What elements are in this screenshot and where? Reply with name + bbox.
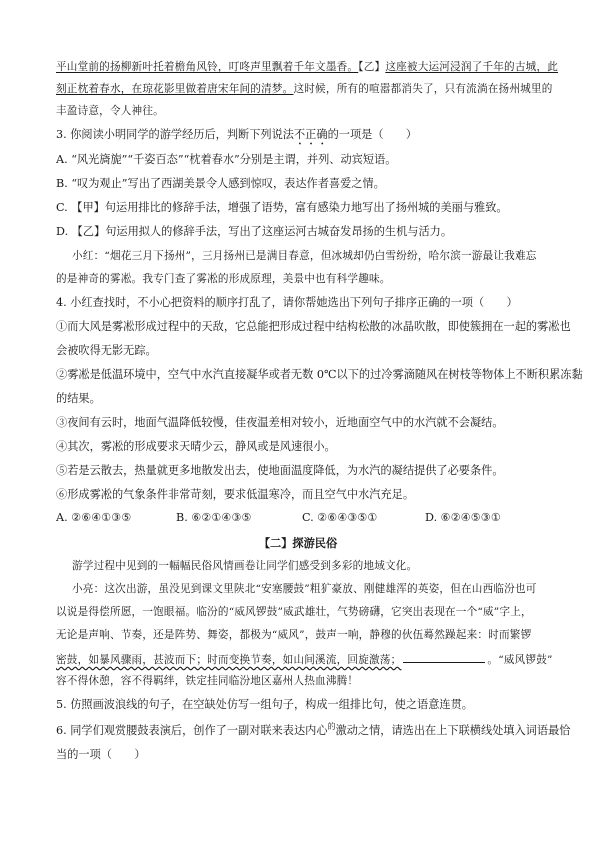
q4-sentence-4: ④其次，雾凇的形成要求天晴少云，静风或是风速很小。 bbox=[56, 440, 336, 453]
q4-option-d: D. ⑥②④⑤③① bbox=[425, 511, 501, 524]
passage-line-1 bbox=[56, 60, 558, 74]
q4-option-a: A. ②⑥④①③⑤ bbox=[56, 511, 132, 524]
passage-line-3: 丰盈诗意，令人神往。 bbox=[56, 105, 164, 117]
section-2-title: 【二】探游民俗 bbox=[258, 536, 338, 550]
passage-text: 平山堂前的扬柳新叶托着檐角风铃，叮咚声里飘着千年文墨香。 bbox=[56, 61, 359, 73]
question-4-stem: 4. 小红查找时，不小心把资料的顺序打乱了，请你帮她选出下列句子排序正确的一项（ ） bbox=[56, 296, 518, 309]
q3-option-d: D. 【乙】句运用拟人的修辞手法，写出了这座运河古城奋发昂扬的生机与活力。 bbox=[56, 225, 453, 238]
q4-sentence-5: ⑤若是云散去，热量就更多地散发出去，使地面温度降低，为水汽的凝结提供了必要条件。 bbox=[56, 464, 504, 477]
xiaoliang-line-2: 以说是得偿所愿，一饱眼福。临汾的“威风锣鼓”威武雄壮，气势磅礴，它突出表现在一个“威”字上， bbox=[56, 606, 532, 618]
xiaohong-line-1: 小红：“烟花三月下扬州”，三月扬州已是满目春意，但冰城却仍白雪纷纷，哈尔滨一游最让我难忘 bbox=[72, 250, 537, 262]
question-3-stem bbox=[56, 128, 417, 148]
wavy-underlined-sentence: 密鼓，如暴风骤雨，甚波而下；时而变换节奏，如山间溪流，回旋激荡； bbox=[56, 654, 402, 666]
xiaoliang-line-4 bbox=[56, 651, 553, 667]
question-6-line-1 bbox=[56, 724, 571, 739]
q4-option-b: B. ⑥②①④③⑤ bbox=[176, 511, 252, 524]
xiaoliang-line-3: 无论是声响、节奏，还是阵势、舞姿，都极为“威风”，鼓声一响，静穆的伙伍蓦然躁起来：时而繁锣 bbox=[56, 629, 532, 641]
stem-text: 3. 你阅读小明同学的游学经历后，判断下列说法 bbox=[56, 128, 294, 141]
q4-sentence-2a: ②雾凇是低温环境中，空气中水汽直接凝华或者无数 0℃以下的过冷雾滴随风在树枝等物体上不断积累冻黏 bbox=[56, 368, 583, 381]
xiaohong-line-2: 的是神奇的雾凇。我专门查了雾凇的形成原理，美景中也有科学趣味。 bbox=[56, 273, 391, 285]
xiaoliang-line-1: 小亮：这次出游，虽没见到课文里陕北“安塞腰鼓”粗犷豪放、刚健雄浑的英姿，但在山西临汾也可 bbox=[72, 583, 537, 595]
q4-sentence-3: ③夜间有云时，地面气温降低较慢，佳夜温差相对较小，近地面空气中的水汽就不会凝结。 bbox=[56, 416, 504, 429]
q4-sentence-6: ⑥形成雾凇的气象条件非常苛刻，要求低温寒冷，而且空气中水汽充足。 bbox=[56, 488, 415, 501]
question-6-line-2: 当的一项（ ） bbox=[56, 748, 146, 761]
q3-option-c: C. 【甲】句运用排比的修辞手法，增强了语势，富有感染力地写出了扬州城的美丽与雅致。 bbox=[56, 201, 508, 214]
section-2-intro: 游学过程中见到的一幅幅民俗风情画卷让同学们感受到多彩的地域文化。 bbox=[72, 560, 418, 572]
q4-sentence-1a: ①而大风是雾凇形成过程中的天敌，它总能把形成过程中结构松散的冰晶吹散，即使簇拥在一起的雾凇也 bbox=[56, 320, 571, 333]
fill-in-blank[interactable] bbox=[403, 651, 485, 663]
xiaoliang-line-5: 容不得休憩，容不得羁绊，铁定挂同临汾地区嘉州人热血沸腾！ bbox=[56, 675, 359, 687]
stray-superscript: 的 bbox=[327, 722, 336, 731]
passage-text: 这座被大运河浸润了千年的古城，此 bbox=[385, 61, 559, 73]
marker-yi: 【乙】 bbox=[358, 61, 386, 73]
passage-text: 这时候，所有的喧嚣都消失了，只有流淌在扬州城里的 bbox=[293, 83, 553, 95]
question-5: 5. 仿照画波浪线的句子，在空缺处仿写一组句子，构成一组排比句，使之语意连贯。 bbox=[56, 698, 473, 711]
q4-sentence-2b: 的结果。 bbox=[56, 392, 101, 405]
passage-text: 刻正枕着春水 bbox=[56, 83, 121, 95]
q3-option-a: A. “风光旖旎”“千姿百态”“枕着春水”分别是主谓，并列、动宾短语。 bbox=[56, 153, 397, 166]
passage-text: ，在琼花影里做着唐宋年间的清梦。 bbox=[120, 83, 294, 95]
q4-sentence-1b: 会被吹得无影无踪。 bbox=[56, 344, 157, 357]
stem-text: 的一项是（ ） bbox=[327, 128, 418, 141]
stem-text: 激动之情，请选出在上下联横线处填入词语最恰 bbox=[335, 724, 571, 737]
q3-option-b: B. “叹为观止”写出了西湖美景令人感到惊叹，表达作者喜爱之情。 bbox=[56, 177, 385, 190]
stem-text: 6. 同学们观赏腰鼓表演后，创作了一副对联来表达内心 bbox=[56, 724, 328, 737]
q4-option-c: C. ②⑥④③⑤① bbox=[302, 511, 378, 524]
emphasis-text: 不正确 bbox=[293, 128, 328, 141]
line-end-text: 。“威风锣鼓” bbox=[487, 654, 553, 666]
passage-line-2 bbox=[56, 82, 553, 96]
